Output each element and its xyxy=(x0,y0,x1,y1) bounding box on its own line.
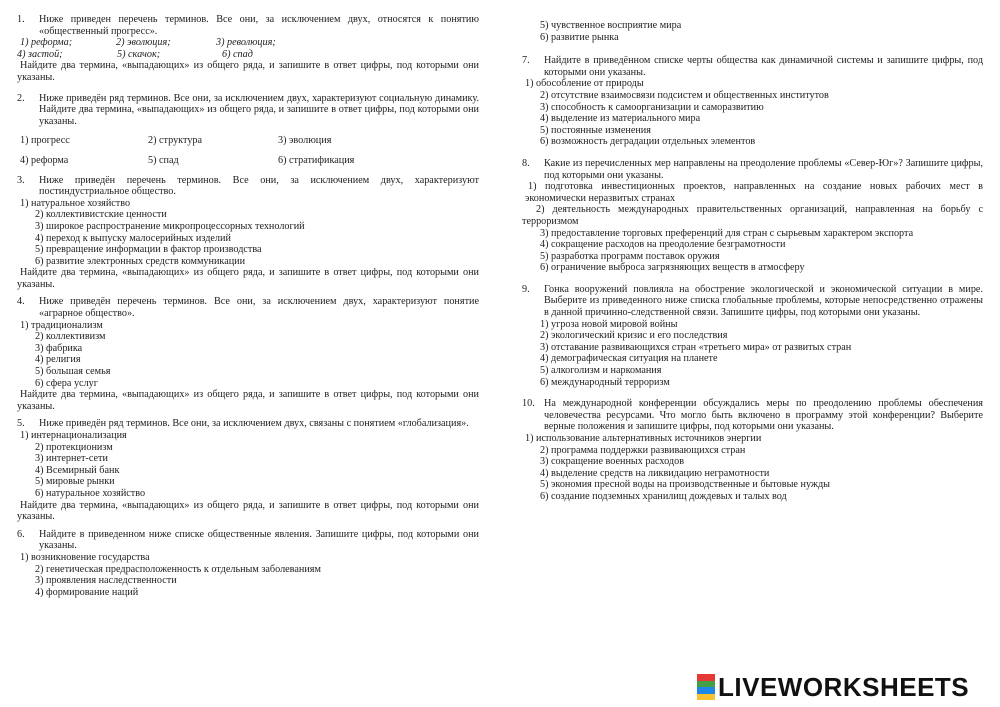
option: 4) реформа xyxy=(20,154,69,166)
question-6-continued xyxy=(522,20,983,43)
option: 4) демографическая ситуация на планете xyxy=(540,353,718,365)
option: 1) натуральное хозяйство xyxy=(20,197,131,209)
options-row-2 xyxy=(17,49,479,61)
option: 2) протекционизм xyxy=(35,441,113,453)
question-5 xyxy=(17,418,479,522)
option: 1) угроза новой мировой войны xyxy=(540,318,678,330)
option: 6) натуральное хозяйство xyxy=(35,487,146,499)
question-stem: 10. На международной конференции обсуждались меры по преодолению проблемы обеспечения человечества ресурсами. Что могло быть включено в программу этой конференции? Выберите верные положения и запишите цифры, под которыми они указаны. xyxy=(522,398,983,433)
option: 2) программа поддержки развивающихся стран xyxy=(540,444,746,456)
option: 5) экономия пресной воды на производственные и бытовые нужды xyxy=(540,479,830,491)
logo-mark-icon xyxy=(697,674,715,700)
option: 2) эволюция; xyxy=(116,37,171,49)
option: 6) возможность деградации отдельных элементов xyxy=(540,136,756,148)
option: 4) выделение из материального мира xyxy=(540,113,701,125)
options-row-1 xyxy=(20,135,479,147)
option: 2) коллективистские ценности xyxy=(35,209,167,221)
option: 5) спад xyxy=(148,154,179,166)
question-9 xyxy=(522,284,983,388)
option: 6) создание подземных хранилищ дождевых и талых вод xyxy=(540,490,787,502)
options-row-1 xyxy=(17,37,479,49)
question-6 xyxy=(17,529,479,599)
option: 2) генетическая предрасположенность к отдельным заболеваниям xyxy=(35,563,321,575)
option: 1) подготовка инвестиционных проектов, направленных на создание новых рабочих мест в экономически неразвитых странах xyxy=(525,181,983,204)
question-2 xyxy=(17,93,479,167)
option: 6) ограничение выброса загрязняющих веществ в атмосферу xyxy=(540,262,805,274)
left-column xyxy=(17,14,479,604)
option: 5) чувственное восприятие мира xyxy=(540,20,682,31)
option: 4) застой; xyxy=(17,48,63,60)
option: 1) традиционализм xyxy=(20,319,103,331)
option: 6) развитие электронных средств коммуникации xyxy=(35,255,246,267)
option: 3) предоставление торговых преференций для стран с сырьевым характером экспорта xyxy=(540,227,914,239)
question-1 xyxy=(17,14,479,84)
logo-text: LIVEWORKSHEETS xyxy=(718,671,970,702)
option: 5) мировые рынки xyxy=(35,476,115,488)
option: 4) Всемирный банк xyxy=(35,464,120,476)
options-row-2 xyxy=(20,155,479,167)
option: 5) превращение информации в фактор производства xyxy=(35,244,262,256)
option: 3) эволюция xyxy=(278,135,332,147)
option: 4) религия xyxy=(35,354,81,366)
instruction: Найдите два термина, «выпадающих» из общего ряда, и запишите в ответ цифры, под которыми они указаны. xyxy=(17,389,479,412)
option: 2) деятельность международных правительственных организаций, направленная на борьбу с терроризмом xyxy=(522,204,983,227)
option: 6) спад xyxy=(222,48,253,60)
option: 1) обособление от природы xyxy=(525,78,644,90)
instruction: Найдите два термина, «выпадающих» из общего ряда, и запишите в ответ цифры, под которыми они указаны. xyxy=(17,499,479,523)
question-stem: 6. Найдите в приведенном ниже списке общественные явления. Запишите цифры, под которыми они указаны. xyxy=(17,528,479,552)
option: 1) возникновение государства xyxy=(20,551,150,563)
question-7 xyxy=(522,55,983,148)
question-stem: 7. Найдите в приведённом списке черты общества как динамичной системы и запишите цифры, под которыми они указаны. xyxy=(522,55,983,78)
option: 5) алкоголизм и наркомания xyxy=(540,365,662,377)
question-stem: 4. Ниже приведён перечень терминов. Все они, за исключением двух, характеризуют понятие «аграрное общество». xyxy=(17,296,479,320)
option: 1) прогресс xyxy=(20,135,70,147)
instruction: Найдите два термина, «выпадающих» из общего ряда, и запишите в ответ цифры, под которыми они указаны. xyxy=(17,60,479,83)
option: 3) революция; xyxy=(216,37,276,49)
option: 2) структура xyxy=(148,135,203,147)
question-stem: 1. Ниже приведен перечень терминов. Все они, за исключением двух, относятся к понятию «общественный прогресс». xyxy=(17,14,479,37)
option: 6) сфера услуг xyxy=(35,377,98,389)
option: 3) проявления наследственности xyxy=(35,575,177,587)
question-4 xyxy=(17,296,479,412)
question-stem: 9. Гонка вооружений повлияла на обострение экологической и экономической ситуации в мире. Выберите из приведенного ниже списка глобальные проблемы, которые непосредственно отражены в данной причинно-следственной связи. Запишите цифры, под которыми они указаны. xyxy=(522,283,983,319)
option: 5) постоянные изменения xyxy=(540,124,651,136)
question-8 xyxy=(522,158,983,274)
question-10 xyxy=(522,398,983,502)
option: 1) реформа; xyxy=(20,37,73,49)
option: 3) широкое распространение микропроцессорных технологий xyxy=(35,220,305,232)
logo-mark-bar xyxy=(697,694,715,701)
question-3 xyxy=(17,175,479,291)
option: 6) стратификация xyxy=(278,154,355,166)
option: 3) сокращение военных расходов xyxy=(540,456,685,468)
option: 2) экологический кризис и его последствия xyxy=(540,330,728,342)
option: 3) отставание развивающихся стран «третьего мира» от развитых стран xyxy=(540,341,852,353)
option: 4) выделение средств на ликвидацию неграмотности xyxy=(540,467,770,479)
question-stem: 3. Ниже приведён перечень терминов. Все они, за исключением двух, характеризуют постиндустриальное общество. xyxy=(17,174,479,198)
option: 5) большая семья xyxy=(35,366,111,378)
option: 4) переход к выпуску малосерийных изделий xyxy=(35,232,231,244)
option: 1) использование альтернативных источников энергии xyxy=(525,433,762,444)
option: 5) скачок; xyxy=(117,48,161,60)
option: 2) коллективизм xyxy=(35,331,106,343)
question-stem: 8. Какие из перечисленных мер направлены на преодоление проблемы «Север-Юг»? Запишите цифры, под которыми они указаны. xyxy=(522,157,983,181)
option: 6) международный терроризм xyxy=(540,376,670,388)
right-column xyxy=(522,20,983,509)
option: 2) отсутствие взаимосвязи подсистем и общественных институтов xyxy=(540,89,829,101)
liveworksheets-logo xyxy=(697,672,969,702)
option: 6) развитие рынка xyxy=(540,31,619,43)
option: 3) фабрика xyxy=(35,342,83,354)
option: 5) разработка программ поставок оружия xyxy=(540,250,720,262)
option: 4) сокращение расходов на преодоление безграмотности xyxy=(540,239,786,251)
option: 3) способность к самоорганизации и саморазвитию xyxy=(540,101,764,113)
instruction: Найдите два термина, «выпадающих» из общего ряда, и запишите в ответ цифры, под которыми они указаны. xyxy=(17,267,479,290)
question-stem: 2. Ниже приведён ряд терминов. Все они, за исключением двух, характеризуют социальную динамику. Найдите два термина, «выпадающих» из общего ряда, и запишите в ответ цифры, под которыми они указаны. xyxy=(17,92,479,127)
option: 3) интернет-сети xyxy=(35,453,108,465)
question-stem: 5. Ниже приведён ряд терминов. Все они, за исключением двух, связаны с понятием «глобализация». xyxy=(17,418,469,430)
option: 4) формирование наций xyxy=(35,586,139,598)
options-grid xyxy=(20,135,479,166)
option: 1) интернационализация xyxy=(20,430,127,441)
